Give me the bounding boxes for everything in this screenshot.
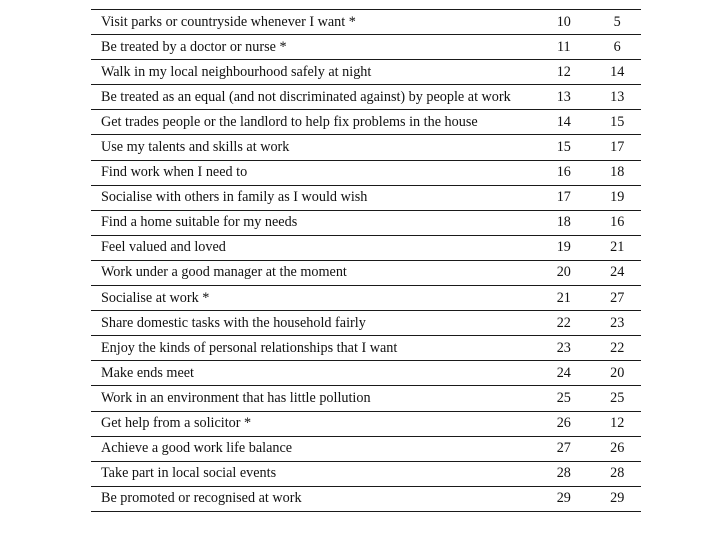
rank-a-cell: 27 — [538, 436, 593, 461]
table-row — [91, 210, 641, 235]
activity-cell: Enjoy the kinds of personal relationships that I want — [91, 336, 538, 361]
activity-cell: Visit parks or countryside whenever I want * — [91, 10, 538, 35]
table-row — [91, 85, 641, 110]
table-row — [91, 311, 641, 336]
rank-a-cell: 17 — [538, 185, 593, 210]
activity-cell: Use my talents and skills at work — [91, 135, 538, 160]
table-row — [91, 361, 641, 386]
rank-a-cell: 26 — [538, 411, 593, 436]
ranking-table-body — [91, 10, 641, 512]
rank-b-cell: 13 — [593, 85, 641, 110]
activity-cell: Get trades people or the landlord to help fix problems in the house — [91, 110, 538, 135]
rank-b-cell: 21 — [593, 235, 641, 260]
table-row — [91, 436, 641, 461]
rank-a-cell: 13 — [538, 85, 593, 110]
rank-b-cell: 19 — [593, 185, 641, 210]
table-row — [91, 110, 641, 135]
rank-b-cell: 12 — [593, 411, 641, 436]
rank-a-cell: 10 — [538, 10, 593, 35]
table-row — [91, 160, 641, 185]
table-row — [91, 10, 641, 35]
table-row — [91, 386, 641, 411]
rank-a-cell: 14 — [538, 110, 593, 135]
rank-a-cell: 28 — [538, 461, 593, 486]
rank-b-cell: 16 — [593, 210, 641, 235]
rank-a-cell: 11 — [538, 35, 593, 60]
activity-cell: Be treated as an equal (and not discriminated against) by people at work — [91, 85, 538, 110]
activity-cell: Work under a good manager at the moment — [91, 260, 538, 285]
table-row — [91, 461, 641, 486]
activity-cell: Socialise with others in family as I would wish — [91, 185, 538, 210]
rank-a-cell: 18 — [538, 210, 593, 235]
rank-a-cell: 19 — [538, 235, 593, 260]
activity-cell: Find a home suitable for my needs — [91, 210, 538, 235]
rank-a-cell: 16 — [538, 160, 593, 185]
rank-a-cell: 24 — [538, 361, 593, 386]
rank-b-cell: 6 — [593, 35, 641, 60]
rank-a-cell: 25 — [538, 386, 593, 411]
cropped-header-text — [95, 0, 555, 3]
table-row — [91, 235, 641, 260]
activity-cell: Work in an environment that has little pollution — [91, 386, 538, 411]
table-row — [91, 336, 641, 361]
rank-b-cell: 18 — [593, 160, 641, 185]
rank-b-cell: 22 — [593, 336, 641, 361]
rank-b-cell: 29 — [593, 486, 641, 511]
table-row — [91, 411, 641, 436]
rank-b-cell: 5 — [593, 10, 641, 35]
activity-cell: Take part in local social events — [91, 461, 538, 486]
ranking-table — [91, 9, 641, 512]
activity-cell: Make ends meet — [91, 361, 538, 386]
rank-b-cell: 15 — [593, 110, 641, 135]
activity-cell: Feel valued and loved — [91, 235, 538, 260]
rank-b-cell: 28 — [593, 461, 641, 486]
table-row — [91, 286, 641, 311]
table-row — [91, 260, 641, 285]
table-row — [91, 135, 641, 160]
table-row — [91, 185, 641, 210]
rank-b-cell: 27 — [593, 286, 641, 311]
activity-cell: Share domestic tasks with the household fairly — [91, 311, 538, 336]
rank-a-cell: 12 — [538, 60, 593, 85]
rank-a-cell: 22 — [538, 311, 593, 336]
rank-b-cell: 25 — [593, 386, 641, 411]
activity-cell: Socialise at work * — [91, 286, 538, 311]
rank-a-cell: 21 — [538, 286, 593, 311]
rank-b-cell: 24 — [593, 260, 641, 285]
activity-cell: Find work when I need to — [91, 160, 538, 185]
rank-b-cell: 20 — [593, 361, 641, 386]
rank-a-cell: 20 — [538, 260, 593, 285]
rank-b-cell: 14 — [593, 60, 641, 85]
table-row — [91, 60, 641, 85]
rank-b-cell: 23 — [593, 311, 641, 336]
rank-b-cell: 17 — [593, 135, 641, 160]
activity-cell: Walk in my local neighbourhood safely at night — [91, 60, 538, 85]
table-row — [91, 35, 641, 60]
activity-cell: Be treated by a doctor or nurse * — [91, 35, 538, 60]
activity-cell: Achieve a good work life balance — [91, 436, 538, 461]
activity-cell: Be promoted or recognised at work — [91, 486, 538, 511]
rank-a-cell: 23 — [538, 336, 593, 361]
rank-a-cell: 15 — [538, 135, 593, 160]
rank-b-cell: 26 — [593, 436, 641, 461]
rank-a-cell: 29 — [538, 486, 593, 511]
activity-cell: Get help from a solicitor * — [91, 411, 538, 436]
table-row — [91, 486, 641, 511]
